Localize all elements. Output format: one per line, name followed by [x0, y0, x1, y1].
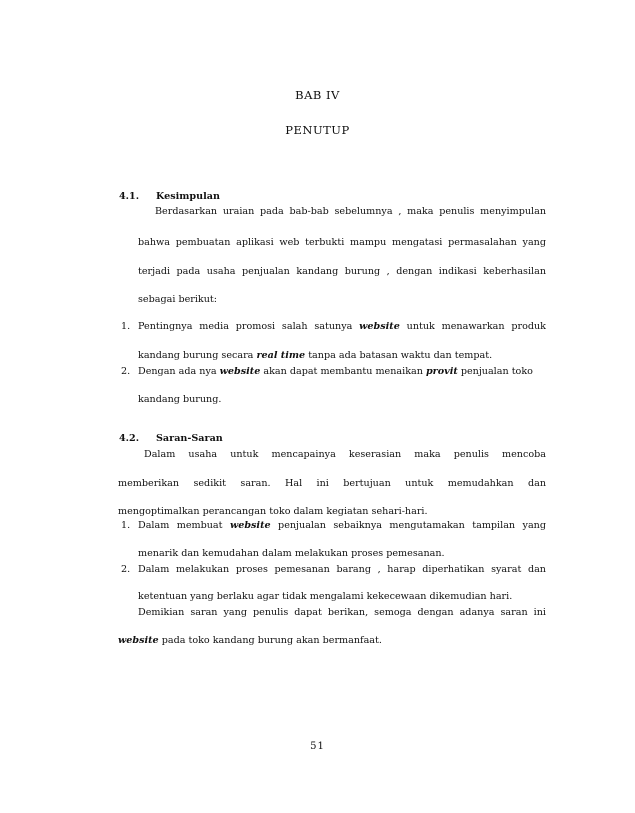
paragraph-line: Berdasarkan uraian pada bab-bab sebelumnya , maka penulis menyimpulan	[155, 206, 546, 217]
text-run: pada toko kandang burung akan bermanfaat.	[158, 635, 382, 646]
section-number: 4.2.	[119, 433, 140, 444]
section-number: 4.1.	[119, 191, 140, 202]
paragraph-line: mengoptimalkan perancangan toko dalam kegiatan sehari-hari.	[118, 506, 428, 517]
list-number: 2.	[121, 366, 131, 377]
emphasis-text: website	[359, 321, 400, 332]
text-run: penjualan toko	[457, 366, 533, 377]
list-line	[138, 321, 546, 333]
text-run: tanpa ada batasan waktu dan tempat.	[305, 350, 493, 361]
section-heading: Saran-Saran	[156, 433, 223, 444]
closing-line: Demikian saran yang penulis dapat berikan, semoga dengan adanya saran ini	[138, 607, 546, 618]
text-run: untuk menawarkan produk	[399, 321, 546, 332]
paragraph-line: Dalam usaha untuk mencapainya keserasian maka penulis mencoba	[144, 449, 546, 460]
paragraph-line: sebagai berikut:	[138, 294, 217, 305]
chapter-label: BAB IV	[295, 88, 340, 102]
list-line: kandang burung.	[138, 394, 222, 405]
list-line: ketentuan yang berlaku agar tidak mengalami kekecewaan dikemudian hari.	[138, 591, 513, 602]
list-number: 1.	[121, 321, 131, 332]
text-run: Dalam membuat	[138, 520, 230, 531]
emphasis-text: website	[219, 366, 261, 377]
text-run: Dengan ada nya	[138, 366, 220, 377]
chapter-title: PENUTUP	[285, 123, 350, 137]
emphasis-text: website	[118, 635, 159, 646]
section-heading: Kesimpulan	[156, 191, 220, 202]
list-line	[138, 520, 546, 532]
emphasis-text: real time	[256, 350, 306, 361]
list-line: Dalam melakukan proses pemesanan barang , harap diperhatikan syarat dan	[138, 564, 546, 575]
paragraph-line: memberikan sedikit saran. Hal ini bertujuan untuk memudahkan dan	[118, 478, 546, 489]
emphasis-text: provit	[425, 366, 458, 377]
list-line	[138, 350, 492, 362]
list-number: 1.	[121, 520, 131, 531]
text-run: penjualan sebaiknya mengutamakan tampilan yang	[270, 520, 546, 531]
text-run: akan dapat membantu menaikan	[260, 366, 426, 377]
text-run: kandang burung secara	[138, 350, 257, 361]
paragraph-line: terjadi pada usaha penjualan kandang burung , dengan indikasi keberhasilan	[138, 266, 546, 277]
paragraph-line: bahwa pembuatan aplikasi web terbukti mampu mengatasi permasalahan yang	[138, 237, 546, 248]
page-number: 51	[310, 741, 325, 752]
list-line	[138, 366, 533, 378]
emphasis-text: website	[229, 520, 271, 531]
closing-line	[118, 635, 382, 647]
list-line: menarik dan kemudahan dalam melakukan proses pemesanan.	[138, 548, 445, 559]
list-number: 2.	[121, 564, 131, 575]
text-run: Pentingnya media promosi salah satunya	[138, 321, 360, 332]
